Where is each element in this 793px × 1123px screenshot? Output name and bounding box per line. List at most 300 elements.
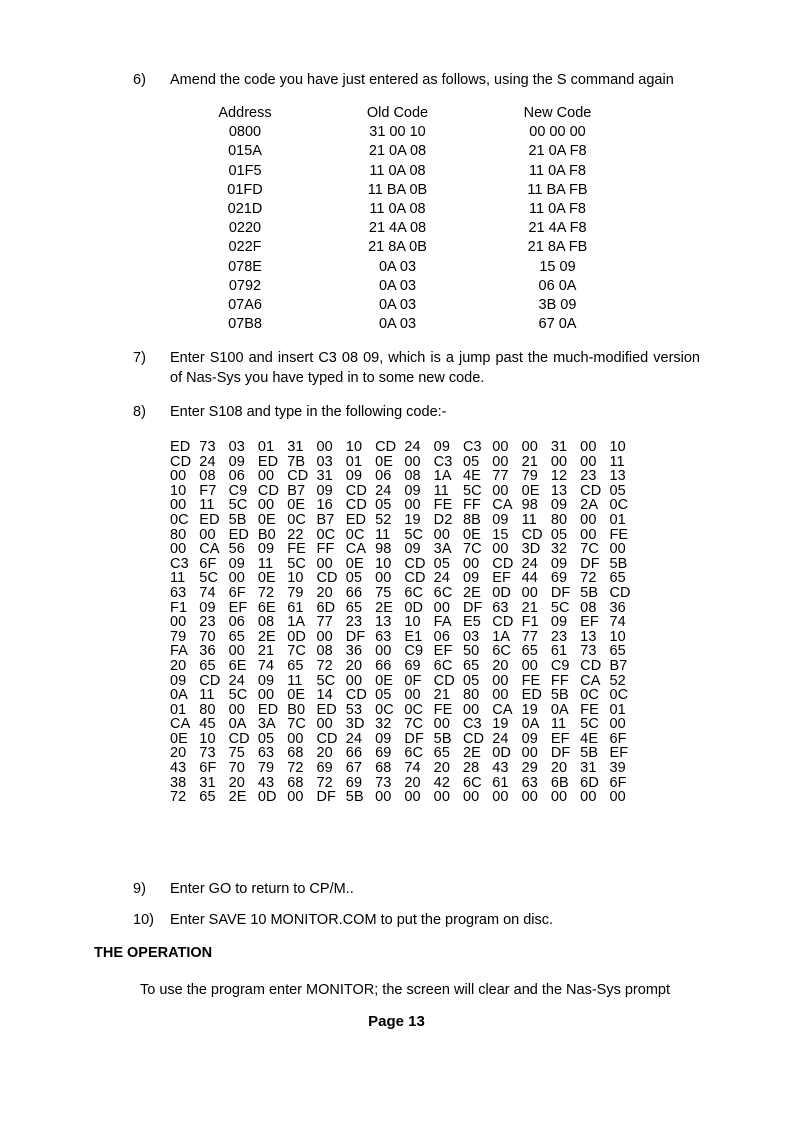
hex-byte: 24 <box>345 730 363 747</box>
hex-byte: 61 <box>492 774 509 791</box>
table-header-row <box>170 104 640 123</box>
hex-byte: 11 <box>550 716 567 733</box>
hex-byte: 66 <box>345 745 363 762</box>
hex-byte: C9 <box>550 657 570 674</box>
hex-byte: ED <box>228 526 249 543</box>
hex-byte: 12 <box>550 468 568 485</box>
list-item-8-number: 8) <box>133 404 146 420</box>
cell-new-code: 21 4A F8 <box>528 220 587 237</box>
table-row <box>170 200 640 219</box>
list-item-8-text: Enter S108 and type in the following code:- <box>170 404 447 420</box>
hex-byte: 69 <box>404 657 421 674</box>
hex-byte: 65 <box>462 657 480 674</box>
hex-byte: 65 <box>521 643 538 660</box>
hex-byte: 09 <box>550 614 568 631</box>
hex-byte: 08 <box>316 643 333 660</box>
hex-byte: 72 <box>316 774 333 791</box>
cell-new-code: 00 00 00 <box>529 124 586 141</box>
hex-byte: 65 <box>609 570 626 587</box>
hex-byte: 6D <box>316 599 336 616</box>
hex-byte: FF <box>462 497 481 514</box>
hex-byte: 0C <box>580 687 599 704</box>
hex-byte: EF <box>580 614 599 631</box>
hex-byte: 00 <box>228 570 245 587</box>
hex-byte: 63 <box>492 599 509 616</box>
hex-byte: C3 <box>433 453 453 470</box>
hex-byte: C3 <box>462 716 482 733</box>
hex-byte: 3D <box>345 716 365 733</box>
cell-address: 0792 <box>228 277 262 294</box>
hex-byte: 98 <box>375 541 392 558</box>
cell-new-code: 11 BA FB <box>527 181 588 198</box>
hex-byte: 00 <box>170 541 187 558</box>
hex-byte: 36 <box>345 643 363 660</box>
cell-address: 01FD <box>227 181 263 198</box>
hex-byte: 2E <box>462 745 481 762</box>
hex-byte: CD <box>345 497 367 514</box>
hex-byte: 6F <box>199 555 217 572</box>
hex-byte: 00 <box>404 453 421 470</box>
hex-byte: 68 <box>287 745 304 762</box>
cell-old-code: 0A 03 <box>378 277 417 294</box>
hex-byte: 23 <box>550 628 568 645</box>
hex-byte: 24 <box>521 555 538 572</box>
hex-byte: 24 <box>492 730 509 747</box>
hex-byte: DF <box>462 599 483 616</box>
hex-byte: 2E <box>375 599 394 616</box>
hex-byte: DF <box>550 584 571 601</box>
hex-byte: 6E <box>228 657 247 674</box>
hex-byte: 75 <box>375 584 392 601</box>
cell-old-code: 21 4A 08 <box>368 220 427 237</box>
hex-byte: 09 <box>257 672 275 689</box>
cell-old-code: 0A 03 <box>378 258 417 275</box>
hex-byte: 00 <box>492 789 509 806</box>
hex-byte: 63 <box>375 628 392 645</box>
hex-byte: 00 <box>492 672 509 689</box>
hex-byte: 00 <box>521 745 538 762</box>
hex-byte: 73 <box>375 774 392 791</box>
hex-byte: 5C <box>228 497 248 514</box>
hex-byte: 5B <box>228 511 247 528</box>
hex-byte: FF <box>550 672 569 689</box>
hex-dump-row <box>170 790 640 805</box>
hex-byte: 6C <box>492 643 512 660</box>
hex-byte: 0D <box>492 584 512 601</box>
hex-byte: 01 <box>345 453 363 470</box>
hex-byte: 6C <box>433 657 453 674</box>
cell-old-code: 21 0A 08 <box>368 143 427 160</box>
hex-byte: 10 <box>199 730 216 747</box>
hex-byte: 00 <box>316 555 333 572</box>
hex-byte: 10 <box>404 614 421 631</box>
hex-dump-listing <box>170 440 640 805</box>
hex-byte: 31 <box>316 468 333 485</box>
hex-byte: 09 <box>492 511 509 528</box>
hex-byte: 52 <box>609 672 626 689</box>
hex-byte: 63 <box>257 745 275 762</box>
list-item-9 <box>133 880 700 900</box>
hex-byte: CD <box>492 555 514 572</box>
hex-byte: 61 <box>287 599 304 616</box>
hex-byte: 31 <box>580 760 597 777</box>
hex-byte: 63 <box>521 774 538 791</box>
hex-byte: CA <box>492 497 513 514</box>
hex-byte: 06 <box>228 468 245 485</box>
hex-byte: 00 <box>492 687 509 704</box>
hex-byte: 5C <box>404 526 424 543</box>
hex-byte: 00 <box>521 439 538 455</box>
table-row <box>170 181 640 200</box>
hex-byte: EF <box>433 643 453 660</box>
amend-table-body <box>170 123 640 334</box>
hex-byte: CA <box>492 701 513 718</box>
hex-byte: 79 <box>521 468 538 485</box>
hex-byte: 05 <box>550 526 568 543</box>
hex-byte: 5C <box>228 687 248 704</box>
hex-byte: 0C <box>170 511 189 528</box>
hex-byte: 77 <box>316 614 333 631</box>
hex-dump-row <box>170 717 640 732</box>
hex-dump-row <box>170 440 640 455</box>
cell-old-code: 11 0A 08 <box>369 201 426 218</box>
table-row <box>170 258 640 277</box>
hex-dump-row <box>170 732 640 747</box>
hex-byte: 06 <box>433 628 451 645</box>
hex-byte: 11 <box>433 482 449 499</box>
hex-byte: FE <box>433 701 453 718</box>
hex-byte: 0C <box>345 526 365 543</box>
hex-byte: 5C <box>580 716 599 733</box>
column-header-address: Address <box>218 105 272 121</box>
hex-byte: 00 <box>580 439 597 455</box>
hex-byte: 65 <box>287 657 304 674</box>
hex-byte: 72 <box>316 657 333 674</box>
hex-byte: 10 <box>287 570 304 587</box>
hex-byte: ED <box>345 511 367 528</box>
hex-byte: 52 <box>375 511 392 528</box>
hex-byte: 74 <box>199 584 216 601</box>
hex-byte: 65 <box>609 643 626 660</box>
hex-byte: 6F <box>228 584 246 601</box>
amend-code-table <box>170 104 640 334</box>
hex-byte: 20 <box>316 584 333 601</box>
hex-byte: 69 <box>316 760 333 777</box>
hex-byte: D2 <box>433 511 453 528</box>
hex-byte: 19 <box>404 511 421 528</box>
hex-byte: 80 <box>550 511 568 528</box>
table-row <box>170 162 640 181</box>
hex-byte: 72 <box>257 584 275 601</box>
hex-byte: CD <box>375 439 397 455</box>
cell-old-code: 11 BA 0B <box>367 181 428 198</box>
cell-new-code: 11 0A F8 <box>529 162 586 179</box>
hex-byte: 13 <box>580 628 597 645</box>
hex-byte: 74 <box>609 614 626 631</box>
hex-byte: 42 <box>433 774 451 791</box>
hex-byte: 00 <box>433 526 451 543</box>
hex-byte: 7C <box>287 643 306 660</box>
hex-dump-row <box>170 761 640 776</box>
hex-byte: 36 <box>199 643 216 660</box>
hex-byte: 29 <box>521 760 538 777</box>
hex-byte: 08 <box>404 468 421 485</box>
hex-byte: CD <box>228 730 250 747</box>
hex-byte: 11 <box>521 511 537 528</box>
hex-byte: 00 <box>462 555 480 572</box>
table-row <box>170 238 640 257</box>
hex-byte: 11 <box>257 555 274 572</box>
hex-byte: 00 <box>462 789 480 806</box>
hex-byte: 00 <box>550 789 568 806</box>
hex-byte: F7 <box>199 482 217 499</box>
hex-byte: 5B <box>550 687 569 704</box>
hex-byte: 00 <box>257 687 275 704</box>
hex-byte: 0C <box>375 701 394 718</box>
hex-byte: 00 <box>257 468 275 485</box>
hex-byte: 11 <box>287 672 303 689</box>
list-item-6-text: Amend the code you have just entered as follows, using the S command again <box>170 72 674 88</box>
hex-byte: 00 <box>316 628 333 645</box>
table-row <box>170 123 640 142</box>
hex-byte: 73 <box>199 439 216 455</box>
hex-byte: 20 <box>345 657 363 674</box>
hex-byte: 70 <box>199 628 216 645</box>
hex-byte: 00 <box>287 730 304 747</box>
hex-byte: 0E <box>462 526 481 543</box>
cell-address: 0220 <box>228 220 262 237</box>
hex-byte: 77 <box>492 468 509 485</box>
hex-byte: 00 <box>580 526 597 543</box>
hex-byte: 20 <box>492 657 509 674</box>
hex-dump-row <box>170 528 640 543</box>
hex-byte: 05 <box>462 672 480 689</box>
hex-byte: 00 <box>375 643 392 660</box>
hex-byte: 32 <box>550 541 568 558</box>
hex-byte: 00 <box>433 599 451 616</box>
hex-byte: FF <box>316 541 335 558</box>
hex-byte: 06 <box>228 614 245 631</box>
hex-byte: B7 <box>287 482 306 499</box>
table-row <box>170 219 640 238</box>
hex-byte: CD <box>345 687 367 704</box>
hex-byte: 09 <box>228 555 245 572</box>
hex-byte: 15 <box>492 526 509 543</box>
hex-byte: 00 <box>521 584 538 601</box>
hex-byte: ED <box>257 701 279 718</box>
hex-dump-row <box>170 455 640 470</box>
hex-byte: 09 <box>462 570 480 587</box>
hex-byte: E5 <box>462 614 481 631</box>
cell-new-code: 06 0A <box>538 277 577 294</box>
hex-byte: 43 <box>257 774 275 791</box>
hex-byte: 79 <box>170 628 187 645</box>
hex-byte: 00 <box>316 439 333 455</box>
hex-dump-row <box>170 630 640 645</box>
hex-byte: 09 <box>316 482 333 499</box>
hex-byte: FE <box>609 526 629 543</box>
hex-byte: 1A <box>433 468 452 485</box>
hex-dump-row <box>170 644 640 659</box>
hex-byte: 09 <box>228 453 245 470</box>
hex-byte: 53 <box>345 701 363 718</box>
cell-new-code: 3B 09 <box>538 297 577 314</box>
hex-byte: 31 <box>199 774 216 791</box>
hex-byte: 0E <box>521 482 540 499</box>
hex-byte: 5B <box>580 584 599 601</box>
list-item-10-number: 10) <box>133 912 154 928</box>
hex-byte: 0A <box>228 716 247 733</box>
hex-byte: 32 <box>375 716 392 733</box>
cell-old-code: 11 0A 08 <box>369 162 426 179</box>
hex-byte: FE <box>287 541 306 558</box>
hex-byte: 5C <box>316 672 336 689</box>
hex-byte: 16 <box>316 497 333 514</box>
hex-byte: 05 <box>375 687 392 704</box>
hex-byte: C3 <box>462 439 482 455</box>
hex-byte: CD <box>257 482 280 499</box>
hex-byte: 05 <box>375 497 392 514</box>
hex-byte: 21 <box>521 599 538 616</box>
hex-byte: CD <box>580 482 602 499</box>
hex-dump-row <box>170 513 640 528</box>
hex-byte: B0 <box>257 526 276 543</box>
hex-byte: EF <box>228 599 248 616</box>
hex-byte: 5C <box>287 555 306 572</box>
hex-byte: 10 <box>609 439 626 455</box>
hex-byte: C3 <box>170 555 189 572</box>
hex-byte: CD <box>404 555 426 572</box>
hex-byte: 4E <box>580 730 599 747</box>
table-row <box>170 142 640 161</box>
hex-dump-row <box>170 601 640 616</box>
hex-byte: 01 <box>609 701 626 718</box>
hex-byte: 20 <box>228 774 245 791</box>
cell-address: 078E <box>228 258 262 275</box>
hex-byte: 68 <box>287 774 304 791</box>
hex-byte: CD <box>199 672 221 689</box>
section-heading-the-operation: THE OPERATION <box>94 945 213 961</box>
hex-byte: CD <box>580 657 602 674</box>
hex-byte: 00 <box>375 570 392 587</box>
hex-dump-row <box>170 688 640 703</box>
list-item-9-text: Enter GO to return to CP/M.. <box>170 881 354 897</box>
hex-byte: 2E <box>228 789 247 806</box>
hex-byte: CD <box>521 526 543 543</box>
hex-byte: 7C <box>580 541 599 558</box>
hex-byte: 69 <box>550 570 568 587</box>
hex-dump-row <box>170 703 640 718</box>
hex-byte: 38 <box>170 774 187 791</box>
hex-byte: B7 <box>609 657 628 674</box>
list-item-10 <box>133 911 700 931</box>
hex-byte: 0E <box>375 672 394 689</box>
hex-byte: 1A <box>492 628 511 645</box>
hex-byte: 00 <box>404 789 421 806</box>
hex-byte: FA <box>170 643 188 660</box>
hex-byte: 01 <box>609 511 626 528</box>
cell-new-code: 67 0A <box>538 316 577 333</box>
hex-byte: 0C <box>316 526 336 543</box>
hex-byte: 43 <box>170 760 187 777</box>
hex-byte: 00 <box>404 497 421 514</box>
hex-byte: 6B <box>550 774 569 791</box>
hex-byte: 05 <box>257 730 275 747</box>
hex-byte: 00 <box>316 716 333 733</box>
hex-byte: 00 <box>287 789 304 806</box>
page-number-footer: Page 13 <box>368 1013 425 1030</box>
hex-byte: 01 <box>257 439 275 455</box>
hex-byte: 75 <box>228 745 245 762</box>
hex-byte: 4E <box>462 468 481 485</box>
hex-byte: 0E <box>257 570 276 587</box>
hex-byte: 98 <box>521 497 538 514</box>
hex-dump-row <box>170 776 640 791</box>
hex-byte: 3D <box>521 541 541 558</box>
hex-byte: 70 <box>228 760 245 777</box>
hex-byte: 0C <box>404 701 424 718</box>
hex-byte: 11 <box>375 526 391 543</box>
hex-byte: 0C <box>609 687 629 704</box>
hex-byte: 22 <box>287 526 304 543</box>
operation-paragraph: To use the program enter MONITOR; the screen will clear and the Nas-Sys prompt <box>140 982 671 998</box>
hex-byte: 63 <box>170 584 187 601</box>
hex-byte: 00 <box>433 789 451 806</box>
hex-byte: 0D <box>492 745 512 762</box>
hex-byte: DF <box>550 745 571 762</box>
hex-byte: 79 <box>257 760 275 777</box>
hex-byte: 00 <box>492 453 509 470</box>
hex-byte: 09 <box>345 468 363 485</box>
hex-byte: 77 <box>521 628 538 645</box>
hex-byte: 00 <box>199 526 216 543</box>
hex-byte: 43 <box>492 760 509 777</box>
hex-byte: 7C <box>462 541 482 558</box>
hex-byte: 72 <box>170 789 187 806</box>
cell-old-code: 21 8A 0B <box>368 239 427 256</box>
hex-byte: 05 <box>462 453 480 470</box>
hex-byte: 28 <box>462 760 480 777</box>
hex-byte: 61 <box>550 643 568 660</box>
hex-byte: 13 <box>375 614 392 631</box>
cell-address: 0800 <box>228 124 262 141</box>
hex-byte: 0D <box>257 789 277 806</box>
cell-address: 015A <box>228 143 262 160</box>
hex-byte: DF <box>316 789 337 806</box>
cell-old-code: 31 00 10 <box>369 124 426 141</box>
hex-dump-row <box>170 571 640 586</box>
hex-byte: 05 <box>345 570 363 587</box>
hex-byte: 00 <box>170 497 187 514</box>
hex-byte: CD <box>433 672 455 689</box>
hex-byte: 03 <box>462 628 480 645</box>
hex-dump-row <box>170 557 640 572</box>
hex-byte: 00 <box>580 453 597 470</box>
hex-byte: CD <box>316 730 338 747</box>
hex-byte: 6F <box>199 760 217 777</box>
hex-dump-row <box>170 586 640 601</box>
list-item-7-number: 7) <box>133 350 146 366</box>
hex-byte: 19 <box>492 716 509 733</box>
hex-byte: 21 <box>257 643 275 660</box>
hex-byte: 6C <box>462 774 482 791</box>
hex-byte: 08 <box>580 599 597 616</box>
hex-byte: 79 <box>287 584 304 601</box>
cell-old-code: 0A 03 <box>378 297 417 314</box>
hex-byte: 0C <box>287 511 306 528</box>
hex-byte: ED <box>316 701 337 718</box>
hex-byte: 5B <box>609 555 628 572</box>
